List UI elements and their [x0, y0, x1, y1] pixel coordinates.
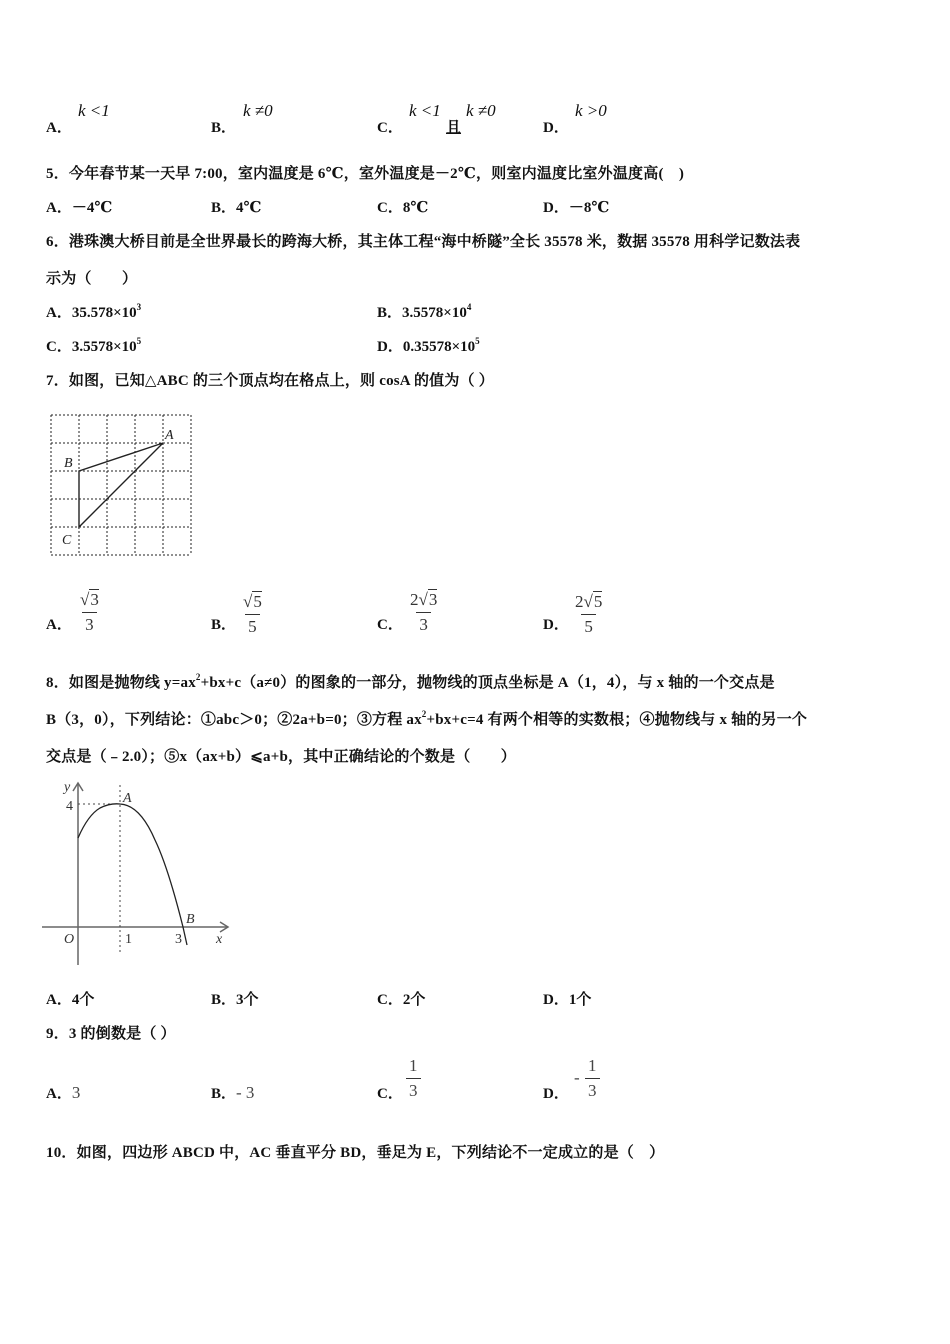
q4-option-c-math-1: k <1	[409, 101, 441, 120]
q7-option-d[interactable]	[543, 613, 569, 634]
option-label: D．	[543, 200, 569, 216]
option-text: －8℃	[568, 200, 610, 216]
denominator: 5	[245, 614, 260, 637]
q7-option-c-fraction	[407, 590, 440, 635]
option-label: D．	[543, 617, 569, 633]
option-label: A．	[46, 992, 72, 1008]
q8-stem-line2	[46, 708, 807, 729]
option-label: D．	[377, 339, 403, 355]
q7-option-c[interactable]	[377, 613, 403, 634]
coefficient: 2	[410, 590, 419, 609]
option-text: - 3	[236, 1083, 255, 1102]
vertex-label-a: A	[165, 428, 174, 443]
vertex-label-b: B	[64, 456, 73, 471]
triangle-abc	[79, 443, 163, 527]
option-exponent: 4	[466, 302, 472, 312]
tick-x-3: 3	[175, 932, 182, 947]
q4-option-a[interactable]: A．	[46, 120, 72, 136]
stem-part: 8．如图是抛物线 y=ax	[46, 675, 196, 691]
y-axis-label: y	[64, 780, 71, 795]
q6-option-c[interactable]	[46, 335, 141, 356]
coefficient: 2	[575, 592, 584, 611]
option-label: B．	[211, 617, 237, 633]
option-text: 3个	[236, 992, 259, 1008]
option-base: 35.578×10	[71, 305, 137, 321]
option-label: C．	[377, 200, 403, 216]
q6-stem-line2: 示为（ ）	[46, 271, 138, 287]
q6-option-b[interactable]	[377, 301, 471, 322]
vertex-label-c: C	[62, 533, 72, 548]
q9-option-a[interactable]	[46, 1082, 80, 1103]
q5-option-d[interactable]	[543, 196, 609, 217]
q9-option-d-sign: -	[574, 1068, 580, 1087]
q7-option-b-fraction	[240, 592, 265, 637]
q9-option-b[interactable]	[211, 1082, 254, 1103]
superscript: 2	[421, 709, 427, 719]
q4-option-c-math-2: k ≠0	[466, 101, 496, 120]
q8-stem-line3: 交点是（﹣2.0）；⑤x（ax+b）⩽a+b，其中正确结论的个数是（ ）	[46, 749, 517, 765]
triangle-grid-figure	[48, 412, 198, 560]
option-label: D．	[543, 992, 569, 1008]
q9-stem: 9．3 的倒数是（ ）	[46, 1026, 176, 1042]
option-label: C．	[46, 339, 72, 355]
q4-option-b[interactable]: B．	[211, 120, 237, 136]
q4-option-d[interactable]: D．	[543, 120, 569, 136]
tick-y-4: 4	[66, 799, 73, 814]
q5-option-a[interactable]	[46, 196, 112, 217]
option-exponent: 3	[136, 302, 142, 312]
option-label: C．	[377, 617, 403, 633]
option-label: D．	[543, 1086, 569, 1102]
stem-part: +bx+c=4 有两个相等的实数根；④抛物线与 x 轴的另一个	[426, 712, 808, 728]
denominator: 3	[585, 1078, 600, 1101]
option-text: 2个	[402, 992, 426, 1008]
parabola-curve	[78, 804, 187, 945]
q7-option-a-fraction	[77, 590, 102, 635]
q5-stem: 5．今年春节某一天早 7:00，室内温度是 6℃，室外温度是－2℃，则室内温度比室外温度高( )	[46, 166, 685, 182]
q9-option-c[interactable]	[377, 1082, 403, 1103]
q6-option-d[interactable]	[377, 335, 480, 356]
q4-option-a-math: k <1	[78, 101, 110, 120]
option-label: C．	[377, 992, 403, 1008]
option-base: 3.5578×10	[71, 339, 137, 355]
radicand: 5	[253, 592, 262, 611]
q4-option-b-math: k ≠0	[243, 101, 273, 120]
denominator: 5	[581, 614, 596, 637]
q8-option-c[interactable]	[377, 988, 425, 1009]
superscript: 2	[195, 672, 201, 682]
point-a-label: A	[123, 791, 132, 806]
q10-stem: 10．如图，四边形 ABCD 中，AC 垂直平分 BD，垂足为 E，下列结论不一定成立的是（ ）	[46, 1145, 665, 1161]
q4-option-d-math: k >0	[575, 101, 607, 120]
radicand: 3	[90, 590, 99, 609]
numerator: 2√3	[410, 590, 438, 609]
option-label: B．	[211, 1086, 237, 1102]
denominator: 3	[406, 1078, 421, 1101]
q4-option-c-conj: 且	[446, 120, 462, 136]
q8-option-d[interactable]	[543, 988, 591, 1009]
numerator: 1	[409, 1056, 418, 1075]
numerator: √3	[80, 590, 99, 609]
point-b-label: B	[186, 912, 195, 927]
numerator: 2√5	[575, 592, 603, 611]
option-label: A．	[46, 200, 72, 216]
tick-x-1: 1	[125, 932, 132, 947]
option-exponent: 5	[136, 336, 142, 346]
q8-stem-line1	[46, 671, 775, 692]
option-text: 4个	[71, 992, 95, 1008]
q9-option-d-fraction	[585, 1056, 600, 1101]
stem-part: +bx+c（a≠0）的图象的一部分，抛物线的顶点坐标是 A（1，4），与 x 轴的一个交点是	[200, 675, 775, 691]
q7-option-a[interactable]	[46, 613, 72, 634]
option-base: 3.5578×10	[402, 305, 467, 321]
stem-part: B（3，0），下列结论：①abc＞0；②2a+b=0；③方程 ax	[46, 712, 422, 728]
q7-option-b[interactable]	[211, 613, 236, 634]
option-text: 8℃	[402, 200, 429, 216]
q5-option-c[interactable]	[377, 196, 428, 217]
x-axis-label: x	[216, 932, 223, 947]
radicand: 3	[428, 590, 438, 609]
q7-stem: 7．如图，已知△ABC 的三个顶点均在格点上，则 cosA 的值为（ ）	[46, 373, 494, 389]
option-exponent: 5	[475, 336, 480, 346]
q7-option-d-fraction	[572, 592, 605, 637]
option-text: －4℃	[71, 200, 113, 216]
q8-option-b[interactable]	[211, 988, 259, 1009]
q8-option-a[interactable]	[46, 988, 94, 1009]
option-label: A．	[46, 1086, 72, 1102]
q4-option-c[interactable]: C．	[377, 120, 403, 136]
option-label: A．	[46, 305, 72, 321]
numerator: √5	[243, 592, 262, 611]
numerator: 1	[588, 1056, 597, 1075]
parabola-figure	[40, 775, 240, 975]
option-text: 3	[71, 1083, 81, 1102]
option-label: C．	[377, 1086, 403, 1102]
q9-option-c-fraction	[406, 1056, 421, 1101]
q9-option-d[interactable]	[543, 1082, 569, 1103]
option-text: 4℃	[236, 200, 262, 216]
option-label: B．	[211, 992, 237, 1008]
option-base: 0.35578×10	[402, 339, 476, 355]
denominator: 3	[82, 612, 97, 635]
option-label: B．	[377, 305, 403, 321]
option-text: 1个	[568, 992, 592, 1008]
option-label: A．	[46, 617, 72, 633]
q6-stem-line1: 6．港珠澳大桥目前是全世界最长的跨海大桥，其主体工程“海中桥隧”全长 35578 米，数据 35578 用科学记数法表	[46, 234, 801, 250]
q5-option-b[interactable]	[211, 196, 262, 217]
radicand: 5	[593, 592, 603, 611]
origin-label: O	[64, 932, 75, 947]
q6-option-a[interactable]	[46, 301, 141, 322]
denominator: 3	[416, 612, 431, 635]
option-label: B．	[211, 200, 237, 216]
